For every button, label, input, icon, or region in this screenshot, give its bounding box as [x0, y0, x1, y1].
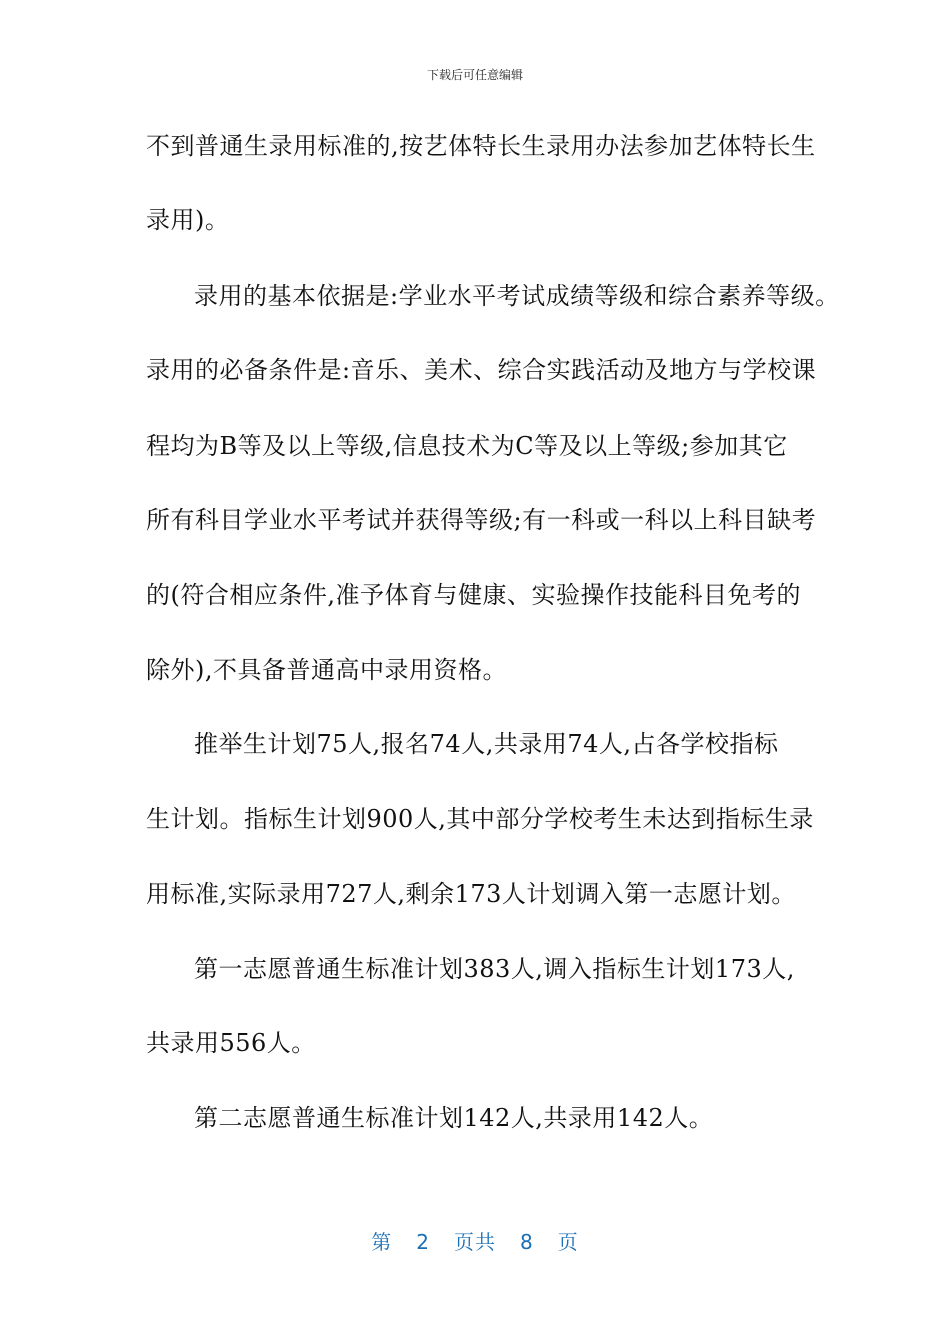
body-line: 录用的必备条件是:音乐、美术、综合实践活动及地方与学校课 [146, 356, 817, 384]
page-number-footer [0, 1226, 950, 1255]
body-line: 程均为B等及以上等级,信息技术为C等及以上等级;参加其它 [146, 432, 788, 460]
body-line: 生计划。指标生计划900人,其中部分学校考生未达到指标生录 [146, 805, 814, 833]
body-line: 共录用556人。 [146, 1029, 316, 1057]
body-line: 所有科目学业水平考试并获得等级;有一科或一科以上科目缺考 [146, 506, 817, 534]
body-line: 不到普通生录用标准的,按艺体特长生录用办法参加艺体特长生 [146, 132, 816, 160]
page-header: 下载后可任意编辑 [426, 68, 523, 82]
body-line: 第二志愿普通生标准计划142人,共录用142人。 [194, 1104, 714, 1132]
footer-middle: 页共 [454, 1230, 496, 1254]
body-line: 的(符合相应条件,准予体育与健康、实验操作技能科目免考的 [146, 581, 801, 609]
body-line: 推举生计划75人,报名74人,共录用74人,占各学校指标 [194, 730, 779, 758]
current-page-number: 2 [416, 1230, 430, 1254]
body-line: 录用)。 [146, 206, 230, 234]
footer-suffix: 页 [557, 1230, 579, 1254]
footer-prefix: 第 [371, 1230, 393, 1254]
body-line: 除外),不具备普通高中录用资格。 [146, 656, 507, 684]
body-line: 第一志愿普通生标准计划383人,调入指标生计划173人, [194, 955, 795, 983]
total-pages-number: 8 [520, 1230, 534, 1254]
body-line: 录用的基本依据是:学业水平考试成绩等级和综合素养等级。 [194, 282, 840, 310]
body-line: 用标准,实际录用727人,剩余173人计划调入第一志愿计划。 [146, 880, 796, 908]
